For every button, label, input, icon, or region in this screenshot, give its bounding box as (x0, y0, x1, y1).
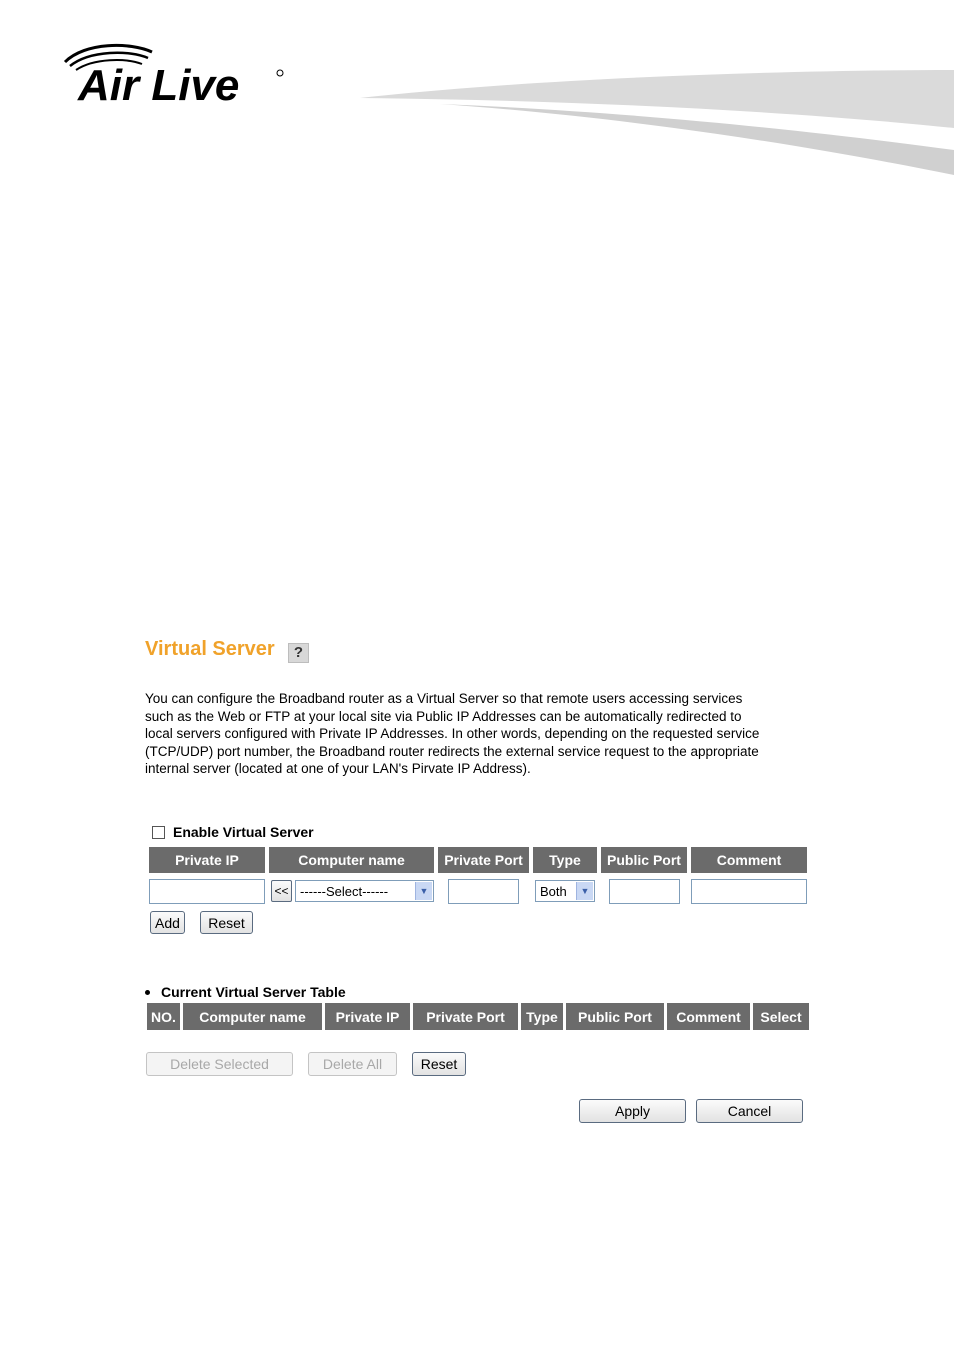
table-header-private-ip: Private IP (325, 1003, 410, 1030)
table-header-select: Select (753, 1003, 809, 1030)
computer-name-select[interactable] (295, 880, 434, 902)
table-header-no: NO. (147, 1003, 180, 1030)
table-header-public-port: Public Port (566, 1003, 664, 1030)
svg-text:Air Live: Air Live (78, 61, 240, 110)
enable-checkbox[interactable] (152, 826, 165, 839)
comment-input[interactable] (691, 879, 807, 904)
table-header-comment: Comment (667, 1003, 750, 1030)
computer-name-select-value: ------Select------ (300, 883, 389, 899)
delete-selected-button[interactable]: Delete Selected (146, 1052, 293, 1076)
table-header-type: Type (521, 1003, 563, 1030)
chevron-down-icon: ▼ (415, 882, 432, 900)
bullet-icon (145, 990, 150, 995)
page-description: You can configure the Broadband router as a Virtual Server so that remote users accessing services such as the Web or FTP at your local site via Public IP Addresses can be automatically redirected to local servers configured with Private IP Addresses. In other words, depending on the requested service (TCP/UDP) port number, the Broadband router redirects the external service request to the appropriate internal server (located at one of your LAN's Pirvate IP Address). (145, 691, 760, 776)
cancel-button[interactable]: Cancel (696, 1099, 803, 1123)
current-table-title (145, 984, 346, 1000)
public-port-input[interactable] (609, 879, 680, 904)
header-private-port: Private Port (438, 847, 529, 873)
add-button[interactable]: Add (150, 911, 185, 934)
header-public-port: Public Port (601, 847, 687, 873)
header-comment: Comment (691, 847, 807, 873)
table-header-private-port: Private Port (413, 1003, 518, 1030)
apply-button[interactable]: Apply (579, 1099, 686, 1123)
page-title: Virtual Server (145, 638, 275, 660)
header-computer-name: Computer name (269, 847, 434, 873)
current-table-title-text: Current Virtual Server Table (161, 984, 346, 1000)
table-header-computer-name: Computer name (183, 1003, 322, 1030)
private-ip-input[interactable] (149, 879, 265, 904)
header-type: Type (533, 847, 597, 873)
chevron-down-icon: ▼ (576, 882, 593, 900)
help-icon[interactable]: ? (288, 643, 309, 663)
enable-virtual-server[interactable] (152, 824, 314, 840)
enable-label: Enable Virtual Server (173, 824, 314, 840)
type-select[interactable] (535, 880, 595, 902)
header-private-ip: Private IP (149, 847, 265, 873)
type-select-value: Both (540, 883, 567, 899)
copy-computer-name-button[interactable]: << (271, 880, 292, 902)
private-port-input[interactable] (448, 879, 519, 904)
table-reset-button[interactable]: Reset (412, 1052, 466, 1076)
airlive-logo (60, 40, 300, 110)
entry-reset-button[interactable]: Reset (200, 911, 253, 934)
delete-all-button[interactable]: Delete All (308, 1052, 397, 1076)
